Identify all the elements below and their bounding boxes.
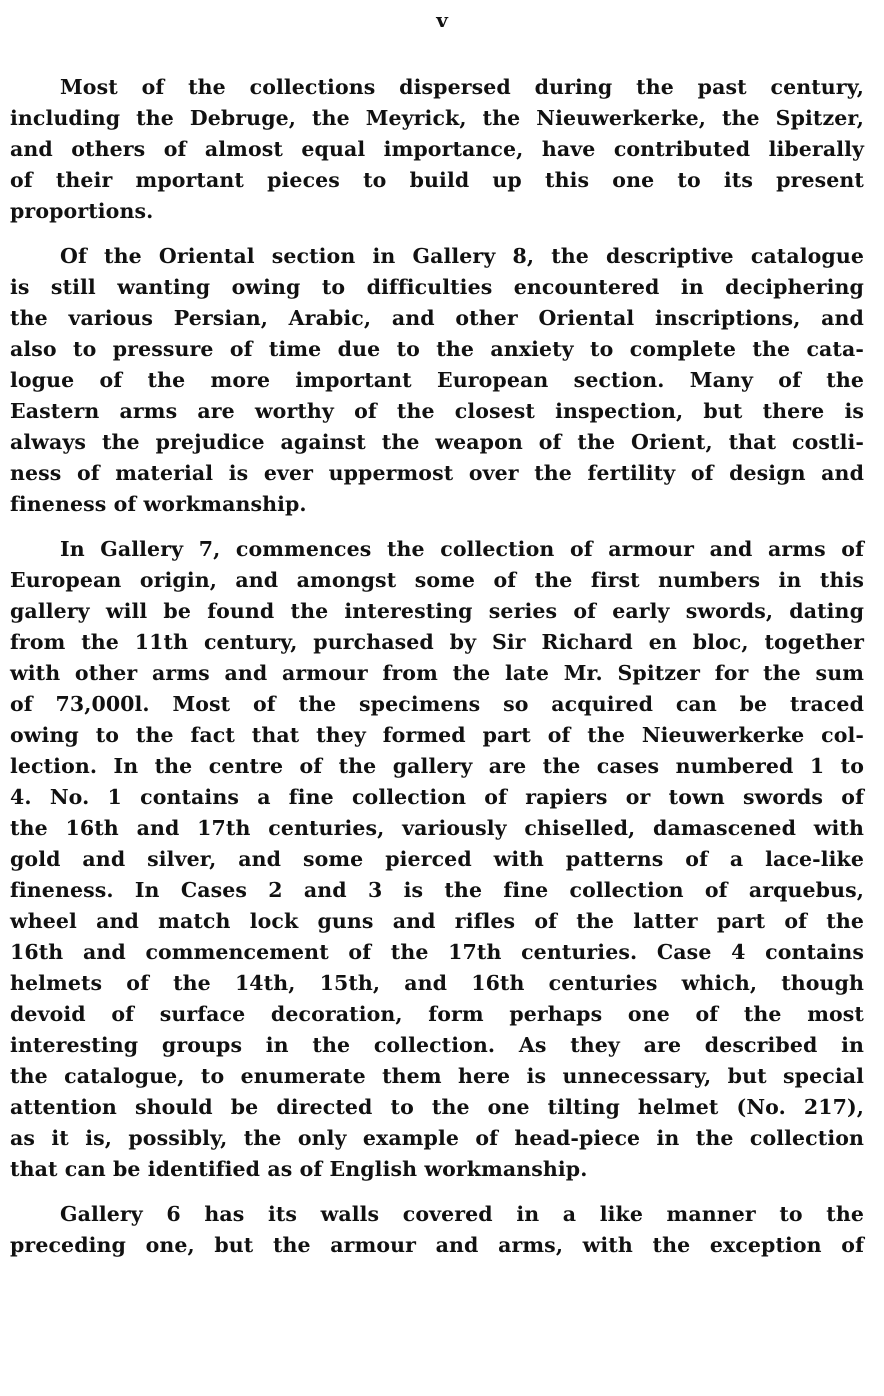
paragraph-1-line-3: and others of almost equal importance, have contributed liberally — [10, 137, 864, 161]
paragraph-2-line-1: Of the Oriental section in Gallery 8, the descriptive catalogue — [60, 244, 864, 268]
paragraph-2-line-9: fineness of workmanship. — [10, 492, 307, 516]
paragraph-3-line-16: devoid of surface decoration, form perhaps one of the most — [10, 1002, 864, 1026]
paragraph-3-line-8: lection. In the centre of the gallery are the cases numbered 1 to — [10, 754, 864, 778]
paragraph-1-line-5: proportions. — [10, 199, 154, 223]
paragraph-2-line-2: is still wanting owing to difficulties encountered in deciphering — [10, 275, 864, 299]
paragraph-3-line-2: European origin, and amongst some of the first numbers in this — [10, 568, 864, 592]
paragraph-3-line-14: 16th and commencement of the 17th centuries. Case 4 contains — [10, 940, 864, 964]
paragraph-2-line-7: always the prejudice against the weapon of the Orient, that costli- — [10, 430, 864, 454]
paragraph-3-line-5: with other arms and armour from the late Mr. Spitzer for the sum — [10, 661, 864, 685]
paragraph-1 — [10, 72, 864, 227]
paragraph-4-line-1: Gallery 6 has its walls covered in a like manner to the — [60, 1202, 864, 1226]
paragraph-2 — [10, 241, 864, 520]
paragraph-3-line-6: of 73,000l. Most of the specimens so acquired can be traced — [10, 692, 864, 716]
paragraph-3-line-3: gallery will be found the interesting series of early swords, dating — [10, 599, 864, 623]
paragraph-4-line-2: preceding one, but the armour and arms, with the exception of — [10, 1233, 864, 1257]
paragraph-2-line-5: logue of the more important European section. Many of the — [10, 368, 864, 392]
paragraph-3-line-9: 4. No. 1 contains a fine collection of rapiers or town swords of — [10, 785, 864, 809]
paragraph-3-line-15: helmets of the 14th, 15th, and 16th centuries which, though — [10, 971, 864, 995]
paragraph-3-line-19: attention should be directed to the one tilting helmet (No. 217), — [10, 1095, 864, 1119]
paragraph-3-line-21: that can be identified as of English workmanship. — [10, 1157, 588, 1181]
paragraph-1-line-2: including the Debruge, the Meyrick, the Nieuwerkerke, the Spitzer, — [10, 106, 864, 130]
paragraph-2-line-3: the various Persian, Arabic, and other Oriental inscriptions, and — [10, 306, 864, 330]
paragraph-3-line-10: the 16th and 17th centuries, variously chiselled, damascened with — [10, 816, 864, 840]
body-text — [10, 72, 864, 1275]
paragraph-2-line-8: ness of material is ever uppermost over the fertility of design and — [10, 461, 864, 485]
paragraph-1-line-1: Most of the collections dispersed during the past century, — [60, 75, 864, 99]
paragraph-3-line-1: In Gallery 7, commences the collection of armour and arms of — [60, 537, 864, 561]
paragraph-3-line-4: from the 11th century, purchased by Sir Richard en bloc, together — [10, 630, 864, 654]
paragraph-3-line-17: interesting groups in the collection. As they are described in — [10, 1033, 864, 1057]
paragraph-4 — [10, 1199, 864, 1261]
paragraph-3-line-7: owing to the fact that they formed part of the Nieuwerkerke col- — [10, 723, 864, 747]
paragraph-1-line-4: of their mportant pieces to build up this one to its present — [10, 168, 864, 192]
paragraph-3-line-18: the catalogue, to enumerate them here is unnecessary, but special — [10, 1064, 864, 1088]
paragraph-2-line-6: Eastern arms are worthy of the closest inspection, but there is — [10, 399, 864, 423]
paragraph-3-line-12: fineness. In Cases 2 and 3 is the fine collection of arquebus, — [10, 878, 864, 902]
paragraph-3-line-20: as it is, possibly, the only example of head-piece in the collection — [10, 1126, 864, 1150]
paragraph-2-line-4: also to pressure of time due to the anxiety to complete the cata- — [10, 337, 864, 361]
page-number: v — [436, 8, 448, 32]
paragraph-3 — [10, 534, 864, 1185]
paragraph-3-line-11: gold and silver, and some pierced with patterns of a lace-like — [10, 847, 864, 871]
paragraph-3-line-13: wheel and match lock guns and rifles of the latter part of the — [10, 909, 864, 933]
